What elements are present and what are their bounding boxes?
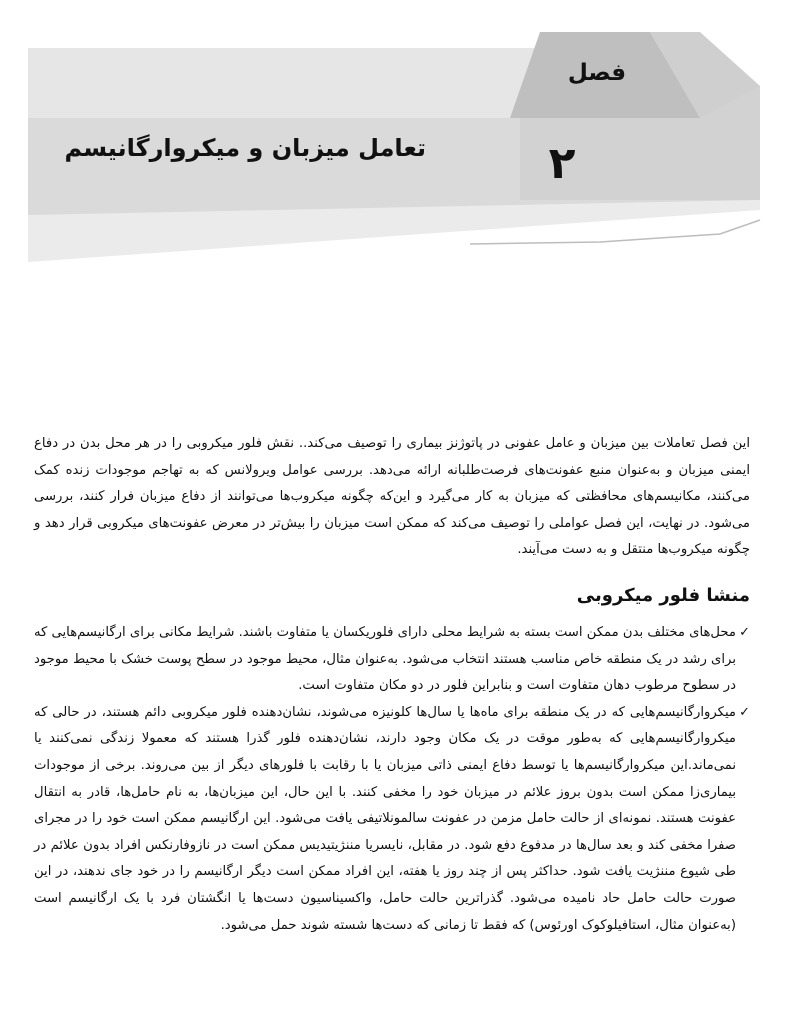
section-heading: منشا فلور میکروبی xyxy=(576,585,750,606)
chapter-label: فصل xyxy=(567,60,627,86)
list-item xyxy=(34,700,750,939)
chapter-number: ۲ xyxy=(548,138,576,189)
intro-paragraph: این فصل تعاملات بین میزبان و عامل عفونی در پاتوژنز بیماری را توصیف می‌کند.. نقش فلور میکروبی را در هر محل بدن در دفاع ایمنی میزبان و به‌عنوان منبع عفونت‌های فرصت‌طلبانه ارائه می‌دهد. بررسی عوامل ویرولانس که به تهاجم موجودات زنده کمک می‌کنند، مکانیسم‌های محافظتی که میزبان به کار می‌گیرد و این‌که چگونه میکروب‌ها می‌توانند از دفاع میزبان فرار کنند، بررسی می‌شود. در نهایت، این فصل عواملی را توصیف می‌کند که ممکن است میزبان را بیش‌تر در معرض عفونت‌های میکروبی قرار دهد و چگونه میکروب‌ها منتقل و به دست می‌آیند. xyxy=(34,436,750,557)
bullet-text: محل‌های مختلف بدن ممکن است بسته به شرایط محلی دارای فلوریکسان یا متفاوت باشند. شرایط مکانی برای ارگانیسم‌هایی که برای رشد در یک منطقه خاص مناسب هستند انتخاب می‌شود. به‌عنوان مثال، محیط موجود در سطح پوست خشک با محیط موجود در سطوح مرطوب دهان متفاوت است و بنابراین فلور در دو مکان متفاوت است. xyxy=(33,625,736,694)
checkmark-icon: ✓ xyxy=(739,625,750,640)
list-item xyxy=(34,620,750,700)
bullet-text: میکروارگانیسم‌هایی که در یک منطقه برای ماه‌ها یا سال‌ها کلونیزه می‌شوند، نشان‌دهنده فلور میکروبی دائم هستند، در حالی که میکروارگانیسم‌هایی که به‌طور موقت در یک مکان وجود دارند، نشان‌دهنده فلور گذرا هستند که معمولا زندگی نمی‌کنند یا نمی‌ماند.این میکروارگانیسم‌ها یا توسط دفاع ایمنی ذاتی میزبان یا با رقابت با فلورهای دیگر از بین می‌روند. برخی از موجودات بیماری‌زا ممکن است بدون بروز علائم در میزبان خود را مخفی کنند. با این حال، این میزبان‌ها، به نام حامل‌ها، قادر به انتقال عفونت هستند. نمونه‌ای از حالت حامل مزمن در عفونت سالمونلاتیفی یافت می‌شود. این ارگانیسم ممکن است خود را در مجرای صفرا مخفی کند و بعد سال‌ها در مدفوع دفع شود. در مقابل، نایسریا مننژیتیدیس ممکن است در نازوفارنکس افراد بدون علائم در طی شیوع مننژیت یافت شود. حداکثر پس از چند روز یا هفته، این افراد ممکن است دیگر ارگانیسم را در خود جای ندهند، در این صورت حالت حامل حاد نامیده می‌شود. گذراترین حالت حامل، واکسیناسیون دست‌ها یا انگشتان فرد با یک ارگانیسم است (به‌عنوان مثال، استافیلوکوک اورئوس) که فقط تا زمانی که دست‌ها شسته شوند حمل می‌شود. xyxy=(34,704,736,933)
checkmark-icon: ✓ xyxy=(739,704,750,720)
top-ribbon-left xyxy=(28,48,540,118)
bullet-list xyxy=(34,620,750,939)
chapter-title: تعامل میزبان و میکروارگانیسم xyxy=(64,134,426,162)
